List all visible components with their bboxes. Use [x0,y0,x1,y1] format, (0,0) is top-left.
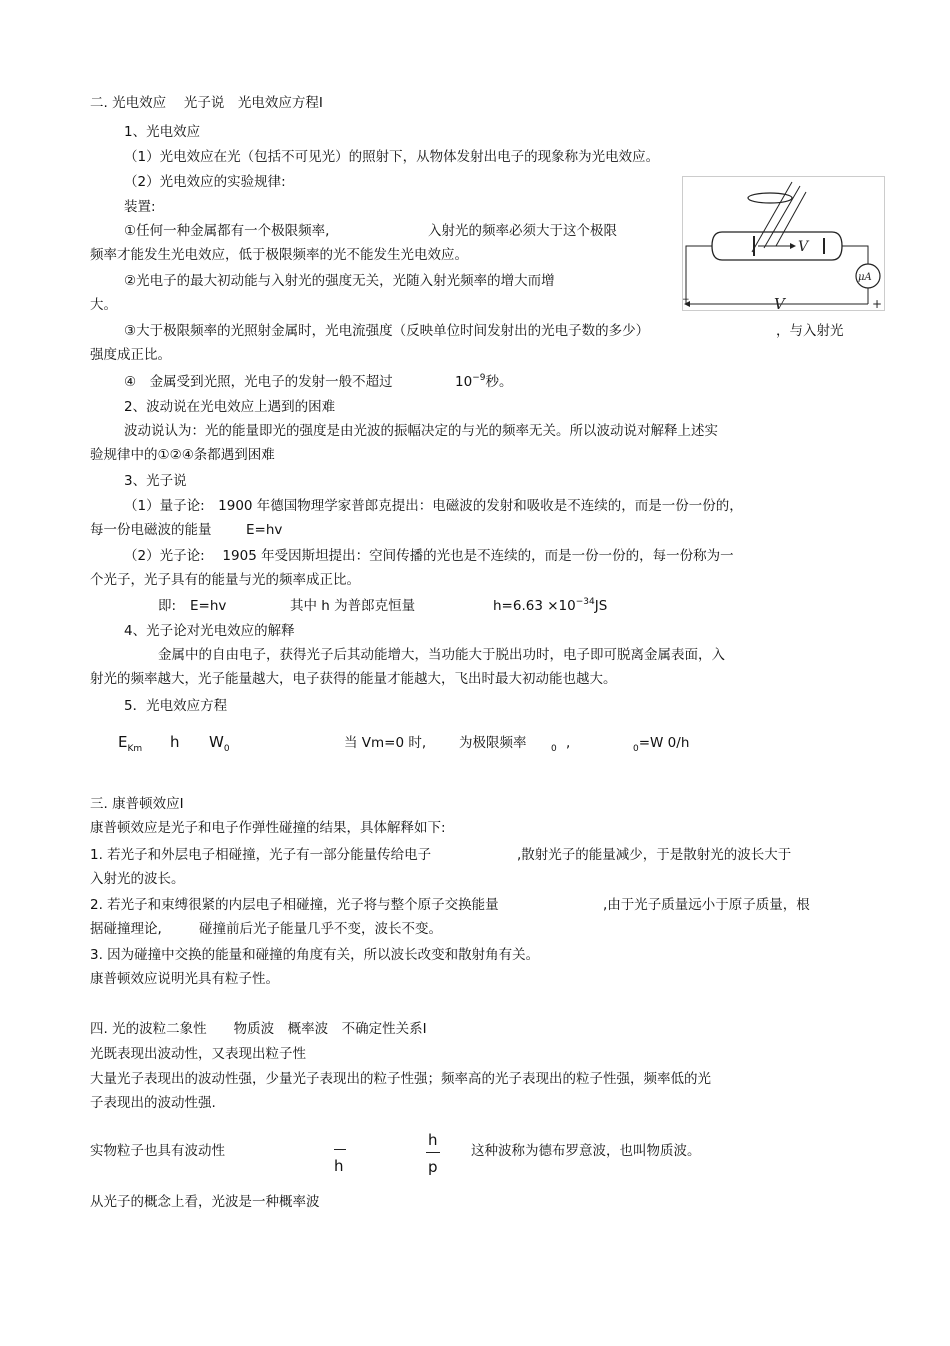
text: 即: [158,598,177,614]
equation-comma: , [566,735,571,751]
label-voltage: V [774,295,785,312]
formula-e-hv: E=hv [190,598,227,614]
photoelectric-apparatus-figure [682,176,886,312]
paragraph: 子表现出的波动性强. [90,1095,216,1111]
planck-constant-text: 其中 h 为普郎克恒量 [290,598,416,614]
rule-3-text: 强度成正比。 [90,347,171,363]
compton-point-2: 碰撞前后光子能量几乎不变，波长不变。 [199,921,442,937]
rule-3-text: ，与入射光 [776,323,844,339]
paragraph: 光既表现出波动性，又表现出粒子性 [90,1046,306,1062]
equation-h: h [170,733,180,751]
subsection-title-5: 5．光电效应方程 [124,698,228,714]
rule-4-time: $10^{-9}$秒。 [455,373,513,390]
subsection-title-2: 2、波动说在光电效应上遇到的困难 [124,399,336,415]
rule-1-text: 频率才能发生光电效应，低于极限频率的光不能发生光电效应。 [90,247,468,263]
compton-point-2: 据碰撞理论, [90,921,162,937]
paragraph: 金属中的自由电子，获得光子后其动能增大，当功能大于脱出功时，电子即可脱离金属表面，入 [158,647,725,663]
equation-ekm: $E_{Km}$ [118,733,143,754]
section-heading-wave-particle: 四. 光的波粒二象性 物质波 概率波 不确定性关系Ⅰ [90,1021,427,1037]
quantum-theory-text: （1）量子论: 1900 年德国物理学家普郎克提出：电磁波的发射和吸收是不连续的，而是一份一份的， [124,498,743,514]
rule-4-text: ④ 金属受到光照，光电子的发射一般不超过 [124,374,393,390]
compton-point-1: 入射光的波长。 [90,871,185,887]
label-v: V [798,239,809,255]
photon-theory-text: （2）光子论: 1905 年受因斯坦提出：空间传播的光也是不连续的，而是一份一份的，每一份称为一 [124,548,734,564]
label-minus: − [682,295,690,305]
subsection-title-4: 4、光子论对光电效应的解释 [124,623,295,639]
compton-point-2: ,由于光子质量远小于原子质量，根 [603,897,810,913]
compton-point-3: 3. 因为碰撞中交换的能量和碰撞的角度有关，所以波长改变和散射角有关。 [90,947,540,963]
equation-limit-formula: $_0$=W 0/h [633,735,690,754]
rule-1-text: ①任何一种金属都有一个极限频率, [124,223,330,239]
paragraph: 波动说认为：光的能量即光的强度是由光波的振幅决定的与光的频率无关。所以波动说对解释上述实 [124,423,718,439]
section-heading-compton: 三. 康普顿效应Ⅰ [90,796,184,812]
label-plus: + [872,297,883,311]
photon-theory-text: 个光子，光子具有的能量与光的频率成正比。 [90,572,360,588]
fraction-bar [426,1152,440,1153]
compton-point-1: ,散射光子的能量减少，于是散射光的波长大于 [517,847,792,863]
paragraph: （1）光电效应在光（包括不可见光）的照射下，从物体发射出电子的现象称为光电效应。 [124,149,660,165]
rule-2-text: 大。 [90,297,117,313]
paragraph: 验规律中的①②④条都遇到困难 [90,447,275,463]
rule-3-text: ③大于极限频率的光照射金属时，光电流强度（反映单位时间发射出的光电子数的多少） [124,323,650,339]
device-label: 装置: [124,199,156,215]
formula-e-hv: E=hv [246,522,283,538]
label-microammeter: μA [858,272,872,283]
fraction-bar [334,1149,346,1150]
paragraph: 康普顿效应是光子和电子作弹性碰撞的结果，具体解释如下: [90,820,446,836]
equation-subscript: 0 [551,744,557,754]
quantum-theory-text: 每一份电磁波的能量 [90,522,212,538]
subsection-title-1: 1、光电效应 [124,124,201,140]
compton-point-1: 1. 若光子和外层电子相碰撞，光子有一部分能量传给电子 [90,847,432,863]
equation-limit-frequency: 为极限频率 [459,735,527,751]
equation-condition: 当 Vm=0 时, [344,735,427,751]
apparatus-diagram [682,176,886,312]
paragraph: 大量光子表现出的波动性强，少量光子表现出的粒子性强；频率高的光子表现出的粒子性强，频率低的光 [90,1071,711,1087]
fraction-numerator: h [428,1131,438,1149]
paragraph: （2）光电效应的实验规律: [124,174,286,190]
rule-2-text: ②光电子的最大初动能与入射光的强度无关，光随入射光频率的增大而增 [124,273,555,289]
paragraph: 这种波称为德布罗意波，也叫物质波。 [471,1143,701,1159]
compton-conclusion: 康普顿效应说明光具有粒子性。 [90,971,279,987]
paragraph: 实物粒子也具有波动性 [90,1143,225,1159]
subsection-title-3: 3、光子说 [124,473,187,489]
equation-w0: $W_0$ [209,733,230,754]
planck-constant-value: $h=6.63 \times 10^{-34}JS$ [493,597,608,614]
section-heading-photoelectric: 二. 光电效应 光子说 光电效应方程Ⅰ [90,95,323,111]
fraction-denominator: p [428,1158,438,1176]
compton-point-2: 2. 若光子和束缚很紧的内层电子相碰撞，光子将与整个原子交换能量 [90,897,499,913]
paragraph: 射光的频率越大，光子能量越大，电子获得的能量才能越大，飞出时最大初动能也越大。 [90,671,617,687]
paragraph: 从光子的概念上看，光波是一种概率波 [90,1194,320,1210]
rule-1-text: 入射光的频率必须大于这个极限 [428,223,617,239]
fraction-denominator: h [334,1157,344,1175]
